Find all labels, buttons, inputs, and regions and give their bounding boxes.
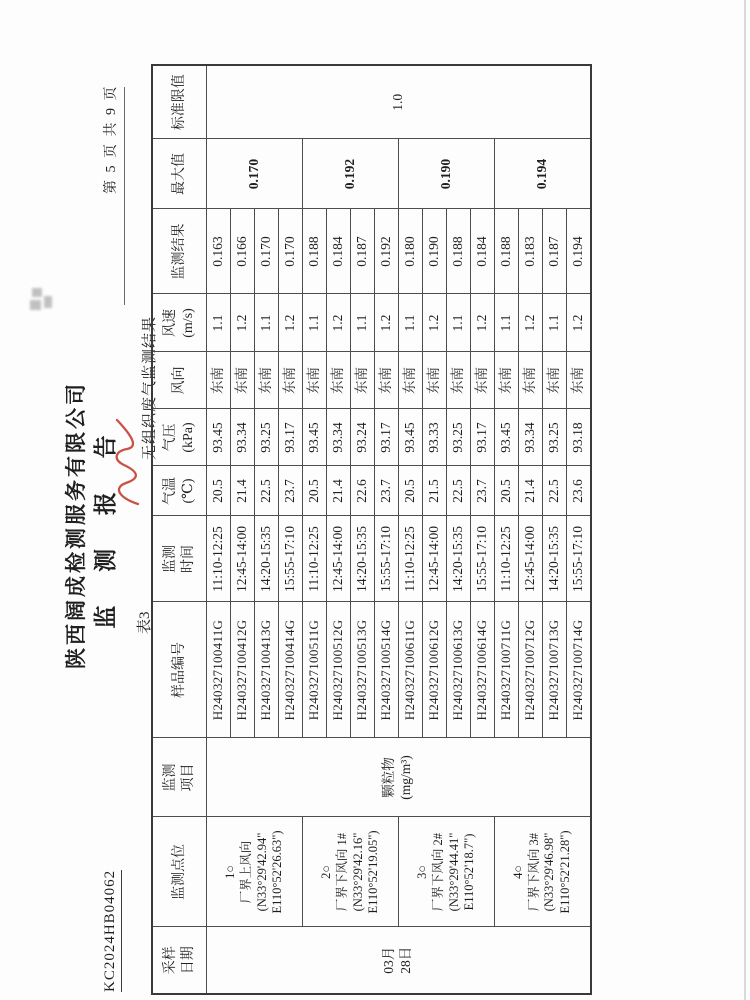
cell-monitoring-point: 2○ 厂界下风向 1# (N33°29'42.16" E110°52'19.05") — [303, 817, 399, 927]
cell-air-temperature: 23.7 — [375, 466, 399, 516]
cell-air-temperature: 23.6 — [567, 466, 591, 516]
cell-air-pressure: 93.17 — [375, 409, 399, 466]
cell-air-pressure: 93.34 — [519, 409, 543, 466]
cell-monitoring-result: 0.190 — [423, 209, 447, 294]
cell-air-temperature: 21.4 — [231, 466, 255, 516]
cell-standard-limit: 1.0 — [207, 65, 591, 139]
cell-air-temperature: 21.4 — [327, 466, 351, 516]
cell-monitoring-time: 11:10-12:25 — [399, 516, 423, 602]
scan-artifact — [28, 282, 56, 312]
cell-monitoring-result: 0.194 — [567, 209, 591, 294]
column-header: 监测 时间 — [152, 516, 207, 602]
cell-wind-direction: 东南 — [279, 352, 303, 409]
cell-air-temperature: 20.5 — [207, 466, 231, 516]
cell-air-pressure: 93.17 — [279, 409, 303, 466]
cell-sample-number: H240327100413G — [255, 602, 279, 738]
table-row — [399, 65, 423, 994]
cell-monitoring-result: 0.187 — [351, 209, 375, 294]
cell-sample-number: H240327100611G — [399, 602, 423, 738]
column-header: 样品编号 — [152, 602, 207, 738]
cell-sample-number: H240327100512G — [327, 602, 351, 738]
cell-air-pressure: 93.34 — [231, 409, 255, 466]
cell-wind-speed: 1.2 — [279, 294, 303, 352]
table-body — [207, 65, 591, 994]
cell-monitoring-result: 0.183 — [519, 209, 543, 294]
column-header: 采样 日期 — [152, 927, 207, 994]
cell-monitoring-result: 0.166 — [231, 209, 255, 294]
cell-air-pressure: 93.18 — [567, 409, 591, 466]
cell-monitoring-time: 11:10-12:25 — [303, 516, 327, 602]
cell-sample-number: H240327100612G — [423, 602, 447, 738]
company-name: 陕西阔成检测服务有限公司 — [64, 381, 88, 669]
table-row — [207, 65, 231, 994]
cell-sample-number: H240327100614G — [471, 602, 495, 738]
cell-wind-speed: 1.2 — [471, 294, 495, 352]
cell-monitoring-result: 0.180 — [399, 209, 423, 294]
cell-monitoring-time: 14:20-15:35 — [255, 516, 279, 602]
cell-monitoring-time: 15:55-17:10 — [471, 516, 495, 602]
cell-air-temperature: 21.5 — [423, 466, 447, 516]
cell-wind-direction: 东南 — [255, 352, 279, 409]
cell-monitoring-time: 15:55-17:10 — [375, 516, 399, 602]
cell-sample-number: H240327100514G — [375, 602, 399, 738]
column-header: 监测点位 — [152, 817, 207, 927]
cell-wind-speed: 1.1 — [543, 294, 567, 352]
cell-air-pressure: 93.45 — [495, 409, 519, 466]
cell-air-temperature: 23.7 — [471, 466, 495, 516]
cell-monitoring-point: 1○ 厂界上风向 (N33°29'42.94" E110°52'26.63") — [207, 817, 303, 927]
cell-wind-direction: 东南 — [567, 352, 591, 409]
cell-wind-direction: 东南 — [303, 352, 327, 409]
cell-monitoring-result: 0.184 — [327, 209, 351, 294]
cell-wind-direction: 东南 — [447, 352, 471, 409]
cell-monitoring-time: 11:10-12:25 — [207, 516, 231, 602]
cell-monitoring-item: 颗粒物 (mg/m³) — [207, 738, 591, 817]
cell-air-temperature: 20.5 — [399, 466, 423, 516]
cell-air-temperature: 23.7 — [279, 466, 303, 516]
column-header: 风速 (m/s) — [152, 294, 207, 352]
cell-wind-direction: 东南 — [471, 352, 495, 409]
cell-air-pressure: 93.45 — [207, 409, 231, 466]
cell-air-temperature: 20.5 — [495, 466, 519, 516]
table-row — [495, 65, 519, 994]
cell-air-temperature: 20.5 — [303, 466, 327, 516]
cell-air-pressure: 93.45 — [399, 409, 423, 466]
cell-monitoring-time: 14:20-15:35 — [351, 516, 375, 602]
cell-monitoring-time: 12:45-14:00 — [231, 516, 255, 602]
cell-wind-direction: 东南 — [543, 352, 567, 409]
cell-sample-number: H240327100714G — [567, 602, 591, 738]
cell-wind-direction: 东南 — [399, 352, 423, 409]
cell-air-temperature: 21.4 — [519, 466, 543, 516]
cell-wind-speed: 1.1 — [255, 294, 279, 352]
cell-sample-number: H240327100511G — [303, 602, 327, 738]
cell-monitoring-time: 12:45-14:00 — [327, 516, 351, 602]
cell-wind-direction: 东南 — [231, 352, 255, 409]
cell-wind-speed: 1.2 — [231, 294, 255, 352]
cell-air-pressure: 93.24 — [351, 409, 375, 466]
column-header: 气温 (℃) — [152, 466, 207, 516]
cell-monitoring-time: 15:55-17:10 — [567, 516, 591, 602]
cell-air-pressure: 93.25 — [255, 409, 279, 466]
cell-max-value: 0.192 — [303, 139, 399, 209]
column-header: 最大值 — [152, 139, 207, 209]
cell-monitoring-point: 3○ 厂界下风向 2# (N33°29'44.41" E110°52'18.7") — [399, 817, 495, 927]
cell-monitoring-time: 12:45-14:00 — [423, 516, 447, 602]
cell-air-temperature: 22.5 — [543, 466, 567, 516]
table-header-row — [152, 65, 207, 994]
cell-monitoring-result: 0.188 — [303, 209, 327, 294]
table-caption-title: 无组织废气监测结果 — [142, 315, 158, 460]
page-edge-shadow — [744, 0, 746, 1000]
cell-wind-speed: 1.1 — [207, 294, 231, 352]
column-header: 监测结果 — [152, 209, 207, 294]
cell-sample-number: H240327100613G — [447, 602, 471, 738]
cell-wind-direction: 东南 — [519, 352, 543, 409]
cell-sample-number: H240327100513G — [351, 602, 375, 738]
cell-wind-speed: 1.1 — [399, 294, 423, 352]
cell-monitoring-result: 0.170 — [255, 209, 279, 294]
cell-wind-speed: 1.2 — [423, 294, 447, 352]
cell-monitoring-result: 0.187 — [543, 209, 567, 294]
cell-sample-number: H240327100711G — [495, 602, 519, 738]
cell-wind-direction: 东南 — [351, 352, 375, 409]
cell-air-temperature: 22.5 — [447, 466, 471, 516]
page-number-underline — [124, 87, 125, 305]
table-row — [303, 65, 327, 994]
column-header: 监测 项目 — [152, 738, 207, 817]
cell-air-pressure: 93.25 — [447, 409, 471, 466]
cell-air-temperature: 22.6 — [351, 466, 375, 516]
cell-monitoring-result: 0.188 — [447, 209, 471, 294]
page-number: 第 5 页 共 9 页 — [104, 84, 119, 194]
cell-wind-speed: 1.2 — [375, 294, 399, 352]
cell-wind-speed: 1.1 — [351, 294, 375, 352]
cell-monitoring-time: 11:10-12:25 — [495, 516, 519, 602]
cell-wind-speed: 1.2 — [567, 294, 591, 352]
cell-wind-direction: 东南 — [375, 352, 399, 409]
cell-air-temperature: 22.5 — [255, 466, 279, 516]
cell-air-pressure: 93.33 — [423, 409, 447, 466]
cell-wind-direction: 东南 — [207, 352, 231, 409]
cell-monitoring-time: 14:20-15:35 — [447, 516, 471, 602]
report-title: 监 测 报 告 — [93, 421, 118, 629]
cell-max-value: 0.194 — [495, 139, 591, 209]
cell-sampling-date: 03月 28日 — [207, 927, 591, 994]
cell-air-pressure: 93.25 — [543, 409, 567, 466]
cell-monitoring-result: 0.192 — [375, 209, 399, 294]
column-header: 标准限值 — [152, 65, 207, 139]
cell-monitoring-result: 0.188 — [495, 209, 519, 294]
cell-air-pressure: 93.17 — [471, 409, 495, 466]
monitoring-table — [151, 64, 592, 995]
cell-monitoring-time: 15:55-17:10 — [279, 516, 303, 602]
column-header: 风向 — [152, 352, 207, 409]
cell-monitoring-point: 4○ 厂界下风向 3# (N33°29'46.98" E110°52'21.28") — [495, 817, 591, 927]
cell-monitoring-time: 12:45-14:00 — [519, 516, 543, 602]
cell-monitoring-result: 0.170 — [279, 209, 303, 294]
cell-monitoring-time: 14:20-15:35 — [543, 516, 567, 602]
cell-wind-direction: 东南 — [423, 352, 447, 409]
cell-monitoring-result: 0.184 — [471, 209, 495, 294]
cell-sample-number: H240327100411G — [207, 602, 231, 738]
cell-wind-speed: 1.1 — [495, 294, 519, 352]
cell-max-value: 0.190 — [399, 139, 495, 209]
cell-wind-speed: 1.2 — [519, 294, 543, 352]
column-header: 气压 (kPa) — [152, 409, 207, 466]
cell-sample-number: H240327100412G — [231, 602, 255, 738]
cell-sample-number: H240327100414G — [279, 602, 303, 738]
cell-wind-direction: 东南 — [327, 352, 351, 409]
cell-sample-number: H240327100713G — [543, 602, 567, 738]
cell-air-pressure: 93.34 — [327, 409, 351, 466]
cell-air-pressure: 93.45 — [303, 409, 327, 466]
cell-wind-speed: 1.2 — [327, 294, 351, 352]
cell-max-value: 0.170 — [207, 139, 303, 209]
cell-wind-speed: 1.1 — [303, 294, 327, 352]
document-number: KC2024HB04062 — [102, 870, 122, 992]
red-pen-mark — [110, 416, 150, 508]
cell-wind-direction: 东南 — [495, 352, 519, 409]
table-caption-label: 表3 — [137, 611, 153, 634]
cell-wind-speed: 1.1 — [447, 294, 471, 352]
cell-monitoring-result: 0.163 — [207, 209, 231, 294]
cell-sample-number: H240327100712G — [519, 602, 543, 738]
